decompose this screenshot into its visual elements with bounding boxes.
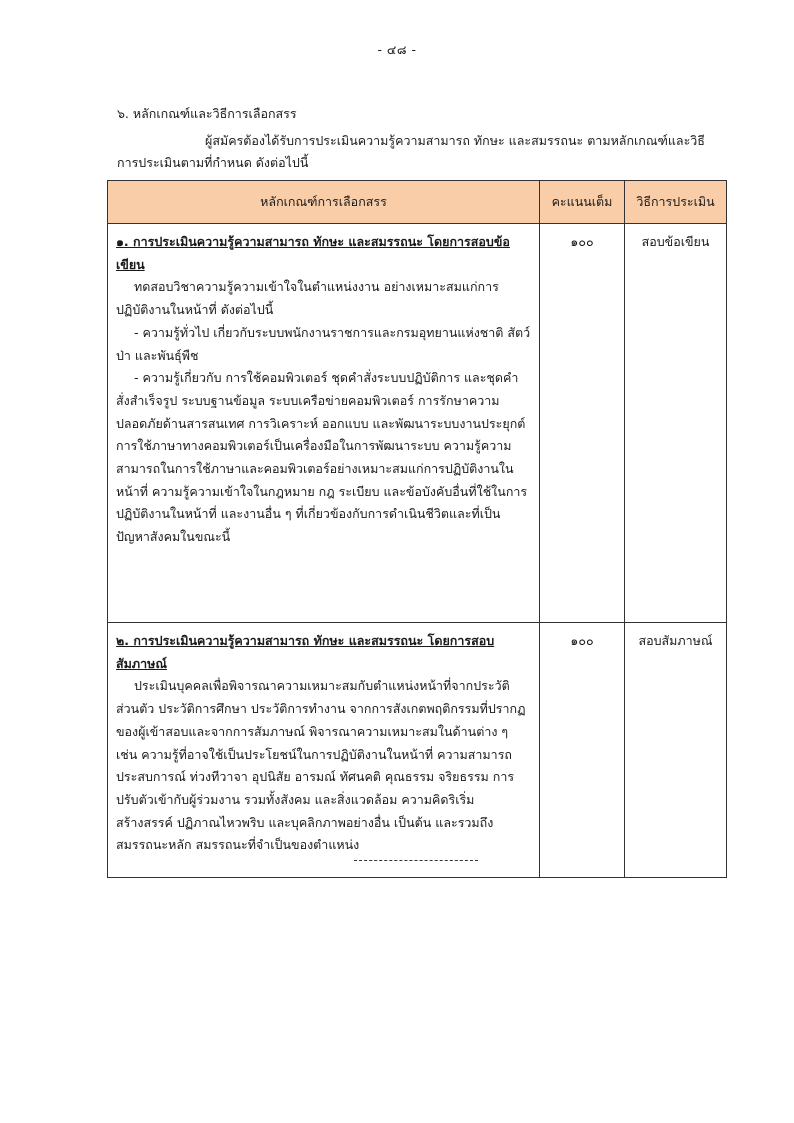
criteria-cell [108,623,540,878]
criteria-table [107,180,727,878]
criterion-title: ๑. การประเมินความรู้ความสามารถ ทักษะ และสมรรถนะ โดยการสอบข้อเขียน [116,234,510,272]
score-cell: ๑๐๐ [540,224,625,623]
table-row [108,224,727,623]
criterion-bullet: - ความรู้เกี่ยวกับ การใช้คอมพิวเตอร์ ชุดคำสั่งระบบปฏิบัติการ และชุดคำสั่งสำเร็จรูป ระบบฐานข้อมูล ระบบเครือข่ายคอมพิวเตอร์ การรักษาความปลอดภัยด้านสารสนเทศ การวิเคราะห์ ออกแบบ และพัฒนาระบบงานประยุกต์ การใช้ภาษาทางคอมพิวเตอร์เป็นเครื่องมือในการพัฒนาระบบ ความรู้ความสามารถในการใช้ภาษาและคอมพิวเตอร์อย่างเหมาะสมแก่การปฏิบัติงานในหน้าที่ ความรู้ความเข้าใจในกฎหมาย กฎ ระเบียบ และข้อบังคับอื่นที่ใช้ในการปฏิบัติงานในหน้าที่ และงานอื่น ๆ ที่เกี่ยวข้องกับการดำเนินชีวิตและที่เป็นปัญหาสังคมในขณะนี้ [116,370,528,545]
section-intro-text: ผู้สมัครต้องได้รับการประเมินความรู้ความสามารถ ทักษะ และสมรรถนะ ตามหลักเกณฑ์และวิธีการประเมินตามที่กำหนด ดังต่อไปนี้ [117,133,705,170]
table-row [108,623,727,878]
header-method: วิธีการประเมิน [625,181,727,224]
table-header-row [108,181,727,224]
score-cell: ๑๐๐ [540,623,625,878]
end-of-section-line [354,860,478,861]
criterion-description: ประเมินบุคคลเพื่อพิจารณาความเหมาะสมกับตำแหน่งหน้าที่จากประวัติส่วนตัว ประวัติการศึกษา ประวัติการทำงาน จากการสังเกตพฤติกรรมที่ปรากฏของผู้เข้าสอบและจากการสัมภาษณ์ พิจารณาความเหมาะสมในด้านต่าง ๆ เช่น ความรู้ที่อาจใช้เป็นประโยชน์ในการปฏิบัติงานในหน้าที่ ความสามารถประสบการณ์ ท่วงทีวาจา อุปนิสัย อารมณ์ ทัศนคติ คุณธรรม จริยธรรม การปรับตัวเข้ากับผู้ร่วมงาน รวมทั้งสังคม และสิ่งแวดล้อม ความคิดริเริ่มสร้างสรรค์ ปฏิภาณไหวพริบ และบุคลิกภาพอย่างอื่น เป็นต้น และรวมถึงสมรรถนะหลัก สมรรถนะที่จำเป็นของตำแหน่ง [116,678,526,853]
criteria-cell [108,224,540,623]
header-criteria: หลักเกณฑ์การเลือกสรร [108,181,540,224]
criterion-title: ๒. การประเมินความรู้ความสามารถ ทักษะ และสมรรถนะ โดยการสอบสัมภาษณ์ [116,633,495,671]
page-number: - ๔๘ - [377,42,417,57]
method-cell: สอบข้อเขียน [625,224,727,623]
section-intro [117,130,717,174]
criterion-description: ทดสอบวิชาความรู้ความเข้าใจในตำแหน่งงาน อย่างเหมาะสมแก่การปฏิบัติงานในหน้าที่ ดังต่อไปนี้ [116,279,499,318]
header-score: คะแนนเต็ม [540,181,625,224]
method-cell: สอบสัมภาษณ์ [625,623,727,878]
section-heading: ๖. หลักเกณฑ์และวิธีการเลือกสรร [117,106,297,121]
criterion-bullet: - ความรู้ทั่วไป เกี่ยวกับระบบพนักงานราชการและกรมอุทยานแห่งชาติ สัตว์ป่า และพันธุ์พืช [116,324,531,363]
